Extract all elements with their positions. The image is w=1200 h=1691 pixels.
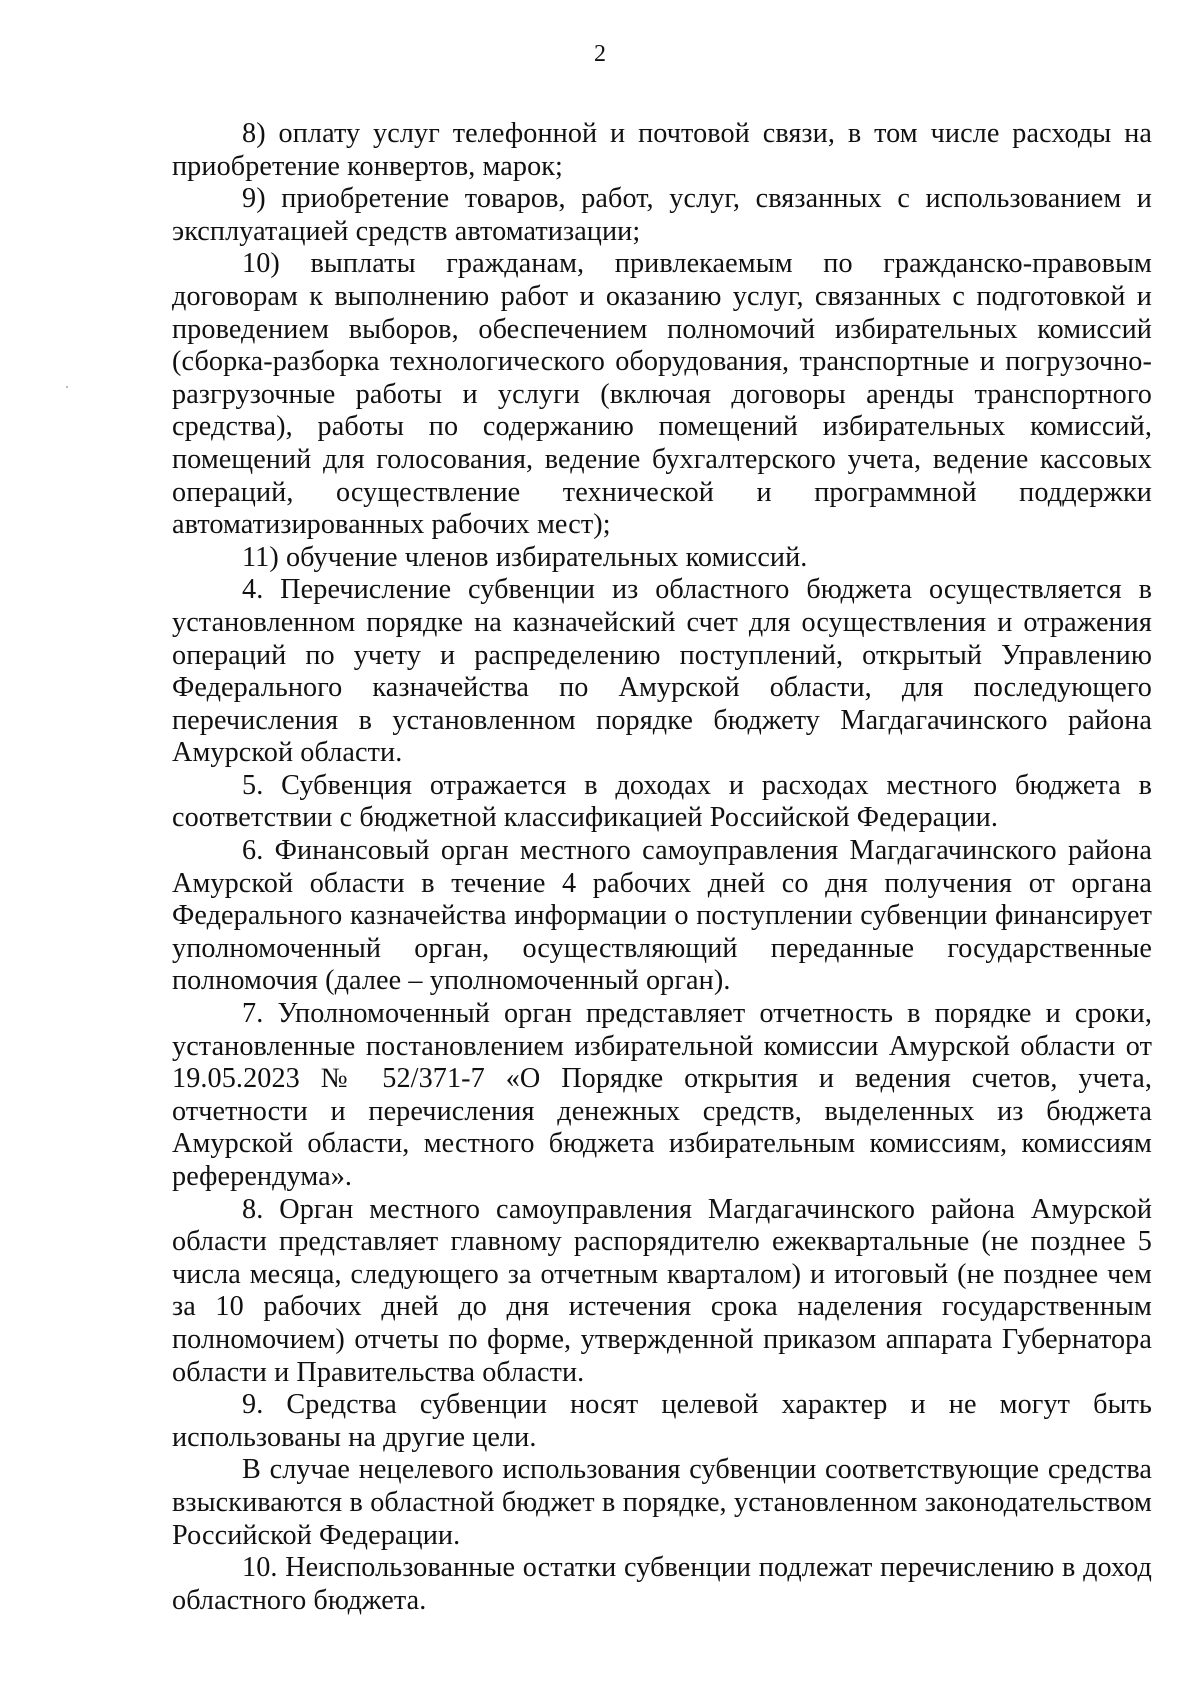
paragraph-section-5: 5. Субвенция отражается в доходах и расходах местного бюджета в соответствии с бюджетной классификацией Российской Федерации. xyxy=(172,769,1152,834)
page-number: 2 xyxy=(594,41,606,67)
paragraph-section-8: 8. Орган местного самоуправления Магдагачинского района Амурской области представляет главному распорядителю ежеквартальные (не позднее 5 числа месяца, следующего за отчетным кварталом) и итоговый (не позднее чем за 10 рабочих дней до дня истечения срока наделения государственным полномочием) отчеты по форме, утвержденной приказом аппарата Губернатора области и Правительства области. xyxy=(172,1193,1152,1388)
paragraph-section-7: 7. Уполномоченный орган представляет отчетность в порядке и сроки, установленные постановлением избирательной комиссии Амурской области от 19.05.2023 № 52/371-7 «О Порядке открытия и ведения счетов, учета, отчетности и перечисления денежных средств, выделенных из бюджета Амурской области, местного бюджета избирательным комиссиям, комиссиям референдума». xyxy=(172,998,1152,1192)
paragraph-item-9: 9) приобретение товаров, работ, услуг, связанных с использованием и эксплуатацией средств автоматизации; xyxy=(172,183,1152,247)
paragraph-section-6: 6. Финансовый орган местного самоуправления Магдагачинского района Амурской области в течение 4 рабочих дней со дня получения от органа Федерального казначейства информации о поступлении субвенции финансирует уполномоченный орган, осуществляющий переданные государственные полномочия (далее – уполномоченный орган). xyxy=(172,835,1152,997)
paragraph-section-10: 10. Неиспользованные остатки субвенции подлежат перечислению в доход областного бюджета. xyxy=(172,1552,1152,1616)
paragraph-item-11: 11) обучение членов избирательных комиссий. xyxy=(242,541,808,573)
paragraph-item-10: 10) выплаты гражданам, привлекаемым по гражданско-правовым договорам к выполнению работ и оказанию услуг, связанных с подготовкой и проведением выборов, обеспечением полномочий избирательных комиссий (сборка-разборка технологического оборудования, транспортные и погрузочно-разгрузочные работы и услуги (включая договоры аренды транспортного средства), работы по содержанию помещений избирательных комиссий, помещений для голосования, ведение бухгалтерского учета, ведение кассовых операций, осуществление технической и программной поддержки автоматизированных рабочих мест); xyxy=(172,248,1152,541)
paragraph-item-8: 8) оплату услуг телефонной и почтовой связи, в том числе расходы на приобретение конвертов, марок; xyxy=(172,118,1152,182)
scan-margin-dot xyxy=(66,386,68,388)
document-body xyxy=(172,118,1152,1617)
paragraph-section-4: 4. Перечисление субвенции из областного бюджета осуществляется в установленном порядке на казначейский счет для осуществления и отражения операций по учету и распределению поступлений, открытый Управлению Федерального казначейства по Амурской области, для последующего перечисления в установленном порядке бюджету Магдагачинского района Амурской области. xyxy=(172,574,1152,769)
paragraph-section-9: 9. Средства субвенции носят целевой характер и не могут быть использованы на другие цели. xyxy=(172,1389,1152,1453)
paragraph-misuse-clause: В случае нецелевого использования субвенции соответствующие средства взыскиваются в областной бюджет в порядке, установленном законодательством Российской Федерации. xyxy=(172,1454,1152,1551)
